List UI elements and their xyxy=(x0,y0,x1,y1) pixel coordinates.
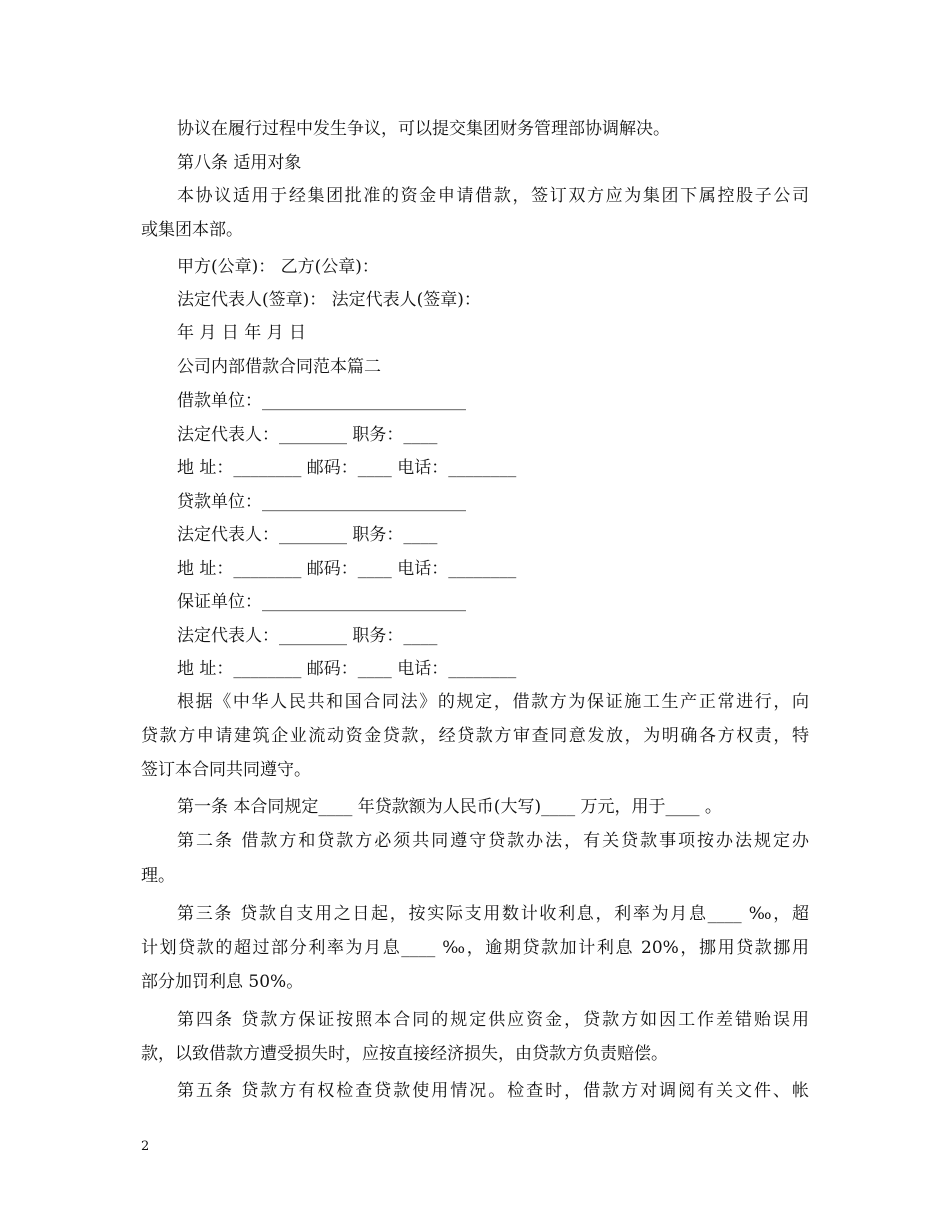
section-heading: 第八条 适用对象 xyxy=(177,153,302,173)
form-field: 法定代表人：________ 职务：____ xyxy=(177,626,438,646)
form-field: 贷款单位：________________________ xyxy=(177,492,466,512)
text-line: 根据《中华人民共和国合同法》的规定，借款方为保证施工生产正常进行，向 xyxy=(177,692,809,712)
form-field: 地 址：________ 邮码：____ 电话：________ xyxy=(177,659,517,679)
signature-line: 甲方(公章)： 乙方(公章)： xyxy=(177,257,379,277)
form-field: 地 址：________ 邮码：____ 电话：________ xyxy=(177,559,517,579)
text-line: 贷款方申请建筑企业流动资金贷款，经贷款方审查同意发放，为明确各方权责，特 xyxy=(141,726,809,746)
text-line: 理。 xyxy=(141,866,175,886)
text-line: 计划贷款的超过部分利率为月息____ ‰，逾期贷款加计利息 20%，挪用贷款挪用 xyxy=(141,938,809,958)
form-field: 法定代表人：________ 职务：____ xyxy=(177,525,438,545)
date-line: 年 月 日 年 月 日 xyxy=(177,323,307,343)
form-field: 法定代表人：________ 职务：____ xyxy=(177,425,438,445)
page-number: 2 xyxy=(141,1139,150,1154)
signature-line: 法定代表人(签章)： 法定代表人(签章)： xyxy=(177,290,481,310)
form-field: 保证单位：________________________ xyxy=(177,592,466,612)
clause-line: 第四条 贷款方保证按照本合同的规定供应资金，贷款方如因工作差错贻误用 xyxy=(177,1010,809,1030)
clause-line: 第二条 借款方和贷款方必须共同遵守贷款办法，有关贷款事项按办法规定办 xyxy=(177,831,809,851)
form-field: 借款单位：________________________ xyxy=(177,391,466,411)
text-line: 协议在履行过程中发生争议，可以提交集团财务管理部协调解决。 xyxy=(177,119,670,139)
clause-line: 第三条 贷款自支用之日起，按实际支用数计收利息，利率为月息____ ‰，超 xyxy=(177,904,809,924)
text-line: 本协议适用于经集团批准的资金申请借款，签订双方应为集团下属控股子公司 xyxy=(177,186,809,206)
text-line: 签订本合同共同遵守。 xyxy=(141,760,311,780)
clause-line: 第五条 贷款方有权检查贷款使用情况。检查时，借款方对调阅有关文件、帐 xyxy=(177,1081,809,1101)
text-line: 或集团本部。 xyxy=(141,220,243,240)
form-field: 地 址：________ 邮码：____ 电话：________ xyxy=(177,458,517,478)
text-line: 款，以致借款方遭受损失时，应按直接经济损失，由贷款方负责赔偿。 xyxy=(141,1044,668,1064)
section-title: 公司内部借款合同范本篇二 xyxy=(177,357,381,377)
clause-line: 第一条 本合同规定____ 年贷款额为人民币(大写)____ 万元，用于____ 。 xyxy=(177,797,722,817)
text-line: 部分加罚利息 50%。 xyxy=(141,972,304,992)
